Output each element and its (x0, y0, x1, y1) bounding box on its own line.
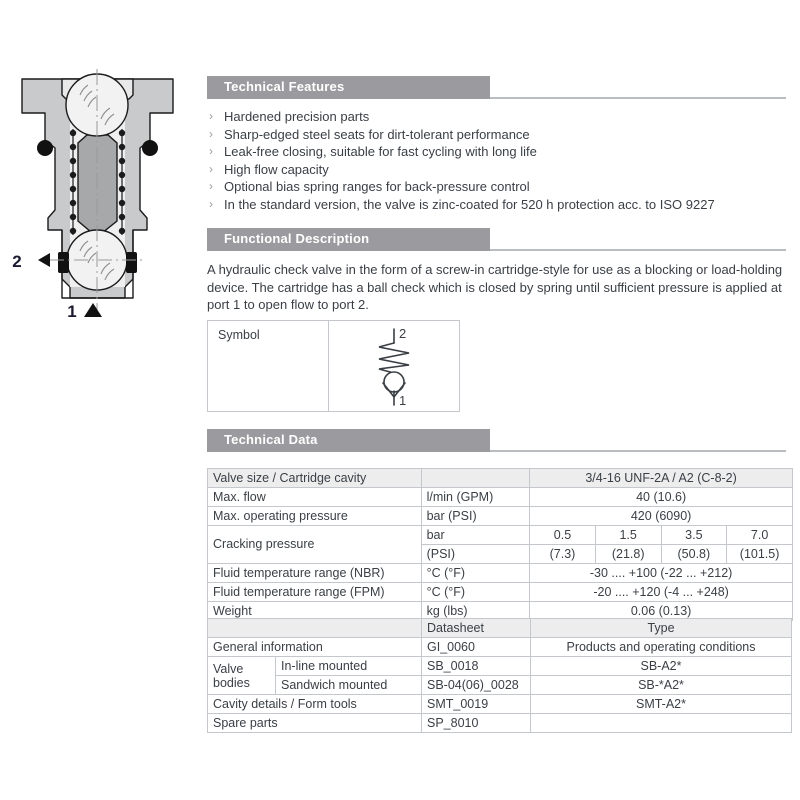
feature-text: Optional bias spring ranges for back-pressure control (224, 179, 530, 194)
chevron-right-icon: › (209, 109, 213, 123)
section-title-technical-data: Technical Data (224, 432, 318, 447)
symbol-box (207, 320, 460, 412)
section-bar (207, 228, 490, 251)
table-row (208, 564, 793, 583)
list-item (207, 162, 793, 180)
o-ring-upper-left (37, 140, 53, 156)
cell-datasheet: SB-04(06)_0028 (422, 676, 531, 695)
list-item (207, 179, 793, 197)
table-row (208, 657, 792, 676)
cell-sub-label: Sandwich mounted (276, 676, 422, 695)
cell-parameter: Max. operating pressure (208, 507, 422, 526)
list-item (207, 127, 793, 145)
o-ring-upper-right (142, 140, 158, 156)
cell-value: 0.5 (530, 526, 596, 545)
cell-unit: kg (lbs) (421, 602, 530, 621)
table-row (208, 488, 793, 507)
feature-text: In the standard version, the valve is zinc-coated for 520 h protection acc. to ISO 9227 (224, 196, 715, 212)
cell-datasheet-header: Datasheet (422, 619, 531, 638)
cell-value: 3.5 (661, 526, 727, 545)
list-item (207, 197, 793, 215)
cell-type-header: Type (531, 619, 792, 638)
cell-unit: bar (421, 526, 530, 545)
cell-value: (7.3) (530, 545, 596, 564)
cell-valve-bodies-label (208, 657, 276, 695)
cell-datasheet: SMT_0019 (422, 695, 531, 714)
functional-description-text: A hydraulic check valve in the form of a screw-in cartridge-style for use as a blocking or load-holding device. The cartridge has a ball check which is closed by spring until sufficient pressure is applied at port 1 to open flow to port 2. (207, 262, 783, 312)
technical-data-table (207, 468, 793, 621)
table-row (208, 526, 793, 545)
cell-unit: °C (°F) (421, 564, 530, 583)
port-2-label: 2 (12, 252, 22, 271)
symbol-port-1-label: 1 (399, 393, 407, 408)
table-row (208, 714, 792, 733)
section-title-functional-description: Functional Description (224, 231, 370, 246)
cell-parameter: Fluid temperature range (NBR) (208, 564, 422, 583)
documents-table (207, 618, 792, 733)
cell-parameter: Weight (208, 602, 422, 621)
table-row (208, 676, 792, 695)
cell-label: Spare parts (208, 714, 422, 733)
table-row (208, 469, 793, 488)
o-ring-lower-left (58, 252, 69, 273)
list-item (207, 109, 793, 127)
cell-parameter: Cracking pressure (208, 526, 422, 564)
valve-bodies-line-2: bodies (213, 676, 250, 690)
table-row (208, 638, 792, 657)
section-bar (207, 76, 490, 99)
feature-text: Leak-free closing, suitable for fast cycling with long life (224, 144, 537, 159)
cell-unit: bar (PSI) (421, 507, 530, 526)
cell-value: 1.5 (595, 526, 661, 545)
cell-parameter: Fluid temperature range (FPM) (208, 583, 422, 602)
cell-datasheet: GI_0060 (422, 638, 531, 657)
hydraulic-symbol-icon (329, 321, 460, 411)
cell-unit: °C (°F) (421, 583, 530, 602)
cell-unit: l/min (GPM) (421, 488, 530, 507)
cell-datasheet: SB_0018 (422, 657, 531, 676)
section-rule (490, 97, 786, 99)
cell-value: 40 (10.6) (530, 488, 793, 507)
chevron-right-icon: › (209, 179, 213, 193)
feature-text: Hardened precision parts (224, 109, 370, 124)
cell-value: 7.0 (727, 526, 793, 545)
cell-value: 420 (6090) (530, 507, 793, 526)
cell-value: (101.5) (727, 545, 793, 564)
feature-text: Sharp-edged steel seats for dirt-tolerant performance (224, 126, 530, 142)
section-rule (490, 450, 786, 452)
cell-unit: (PSI) (421, 545, 530, 564)
chevron-right-icon: › (209, 196, 213, 211)
cell-value: 3/4-16 UNF-2A / A2 (C-8-2) (530, 469, 793, 488)
cell-unit (421, 469, 530, 488)
cell-type: SB-A2* (531, 657, 792, 676)
cell-parameter: Max. flow (208, 488, 422, 507)
cell-label: Cavity details / Form tools (208, 695, 422, 714)
cell-type: SMT-A2* (531, 695, 792, 714)
valve-cross-section-drawing (0, 55, 195, 325)
section-rule (490, 249, 786, 251)
port-1-label: 1 (67, 302, 77, 321)
chevron-right-icon: › (209, 126, 213, 141)
cell-parameter: Valve size / Cartridge cavity (208, 469, 422, 488)
cell-value: -20 .... +120 (-4 ... +248) (530, 583, 793, 602)
table-row (208, 583, 793, 602)
symbol-box-label: Symbol (218, 328, 260, 342)
cell-blank-header (208, 619, 422, 638)
cell-value: (50.8) (661, 545, 727, 564)
symbol-port-2-label: 2 (399, 326, 407, 341)
feature-text: High flow capacity (224, 161, 329, 177)
cell-type (531, 714, 792, 733)
cell-type: Products and operating conditions (531, 638, 792, 657)
table-row (208, 507, 793, 526)
cell-sub-label: In-line mounted (276, 657, 422, 676)
section-bar (207, 429, 490, 452)
table-row (208, 695, 792, 714)
cell-value: (21.8) (595, 545, 661, 564)
chevron-right-icon: › (209, 144, 213, 158)
chevron-right-icon: › (209, 161, 213, 176)
section-title-technical-features: Technical Features (224, 79, 345, 94)
table-row (208, 619, 792, 638)
list-item (207, 144, 793, 162)
port-2-arrow (38, 253, 50, 267)
cell-type: SB-*A2* (531, 676, 792, 695)
o-ring-lower-right (126, 252, 137, 273)
port-1-arrow (84, 303, 102, 317)
cell-datasheet: SP_8010 (422, 714, 531, 733)
cell-value: 0.06 (0.13) (530, 602, 793, 621)
cell-label: General information (208, 638, 422, 657)
cell-value: -30 .... +100 (-22 ... +212) (530, 564, 793, 583)
valve-bodies-line-1: Valve (213, 662, 244, 676)
technical-features-list (207, 109, 793, 214)
